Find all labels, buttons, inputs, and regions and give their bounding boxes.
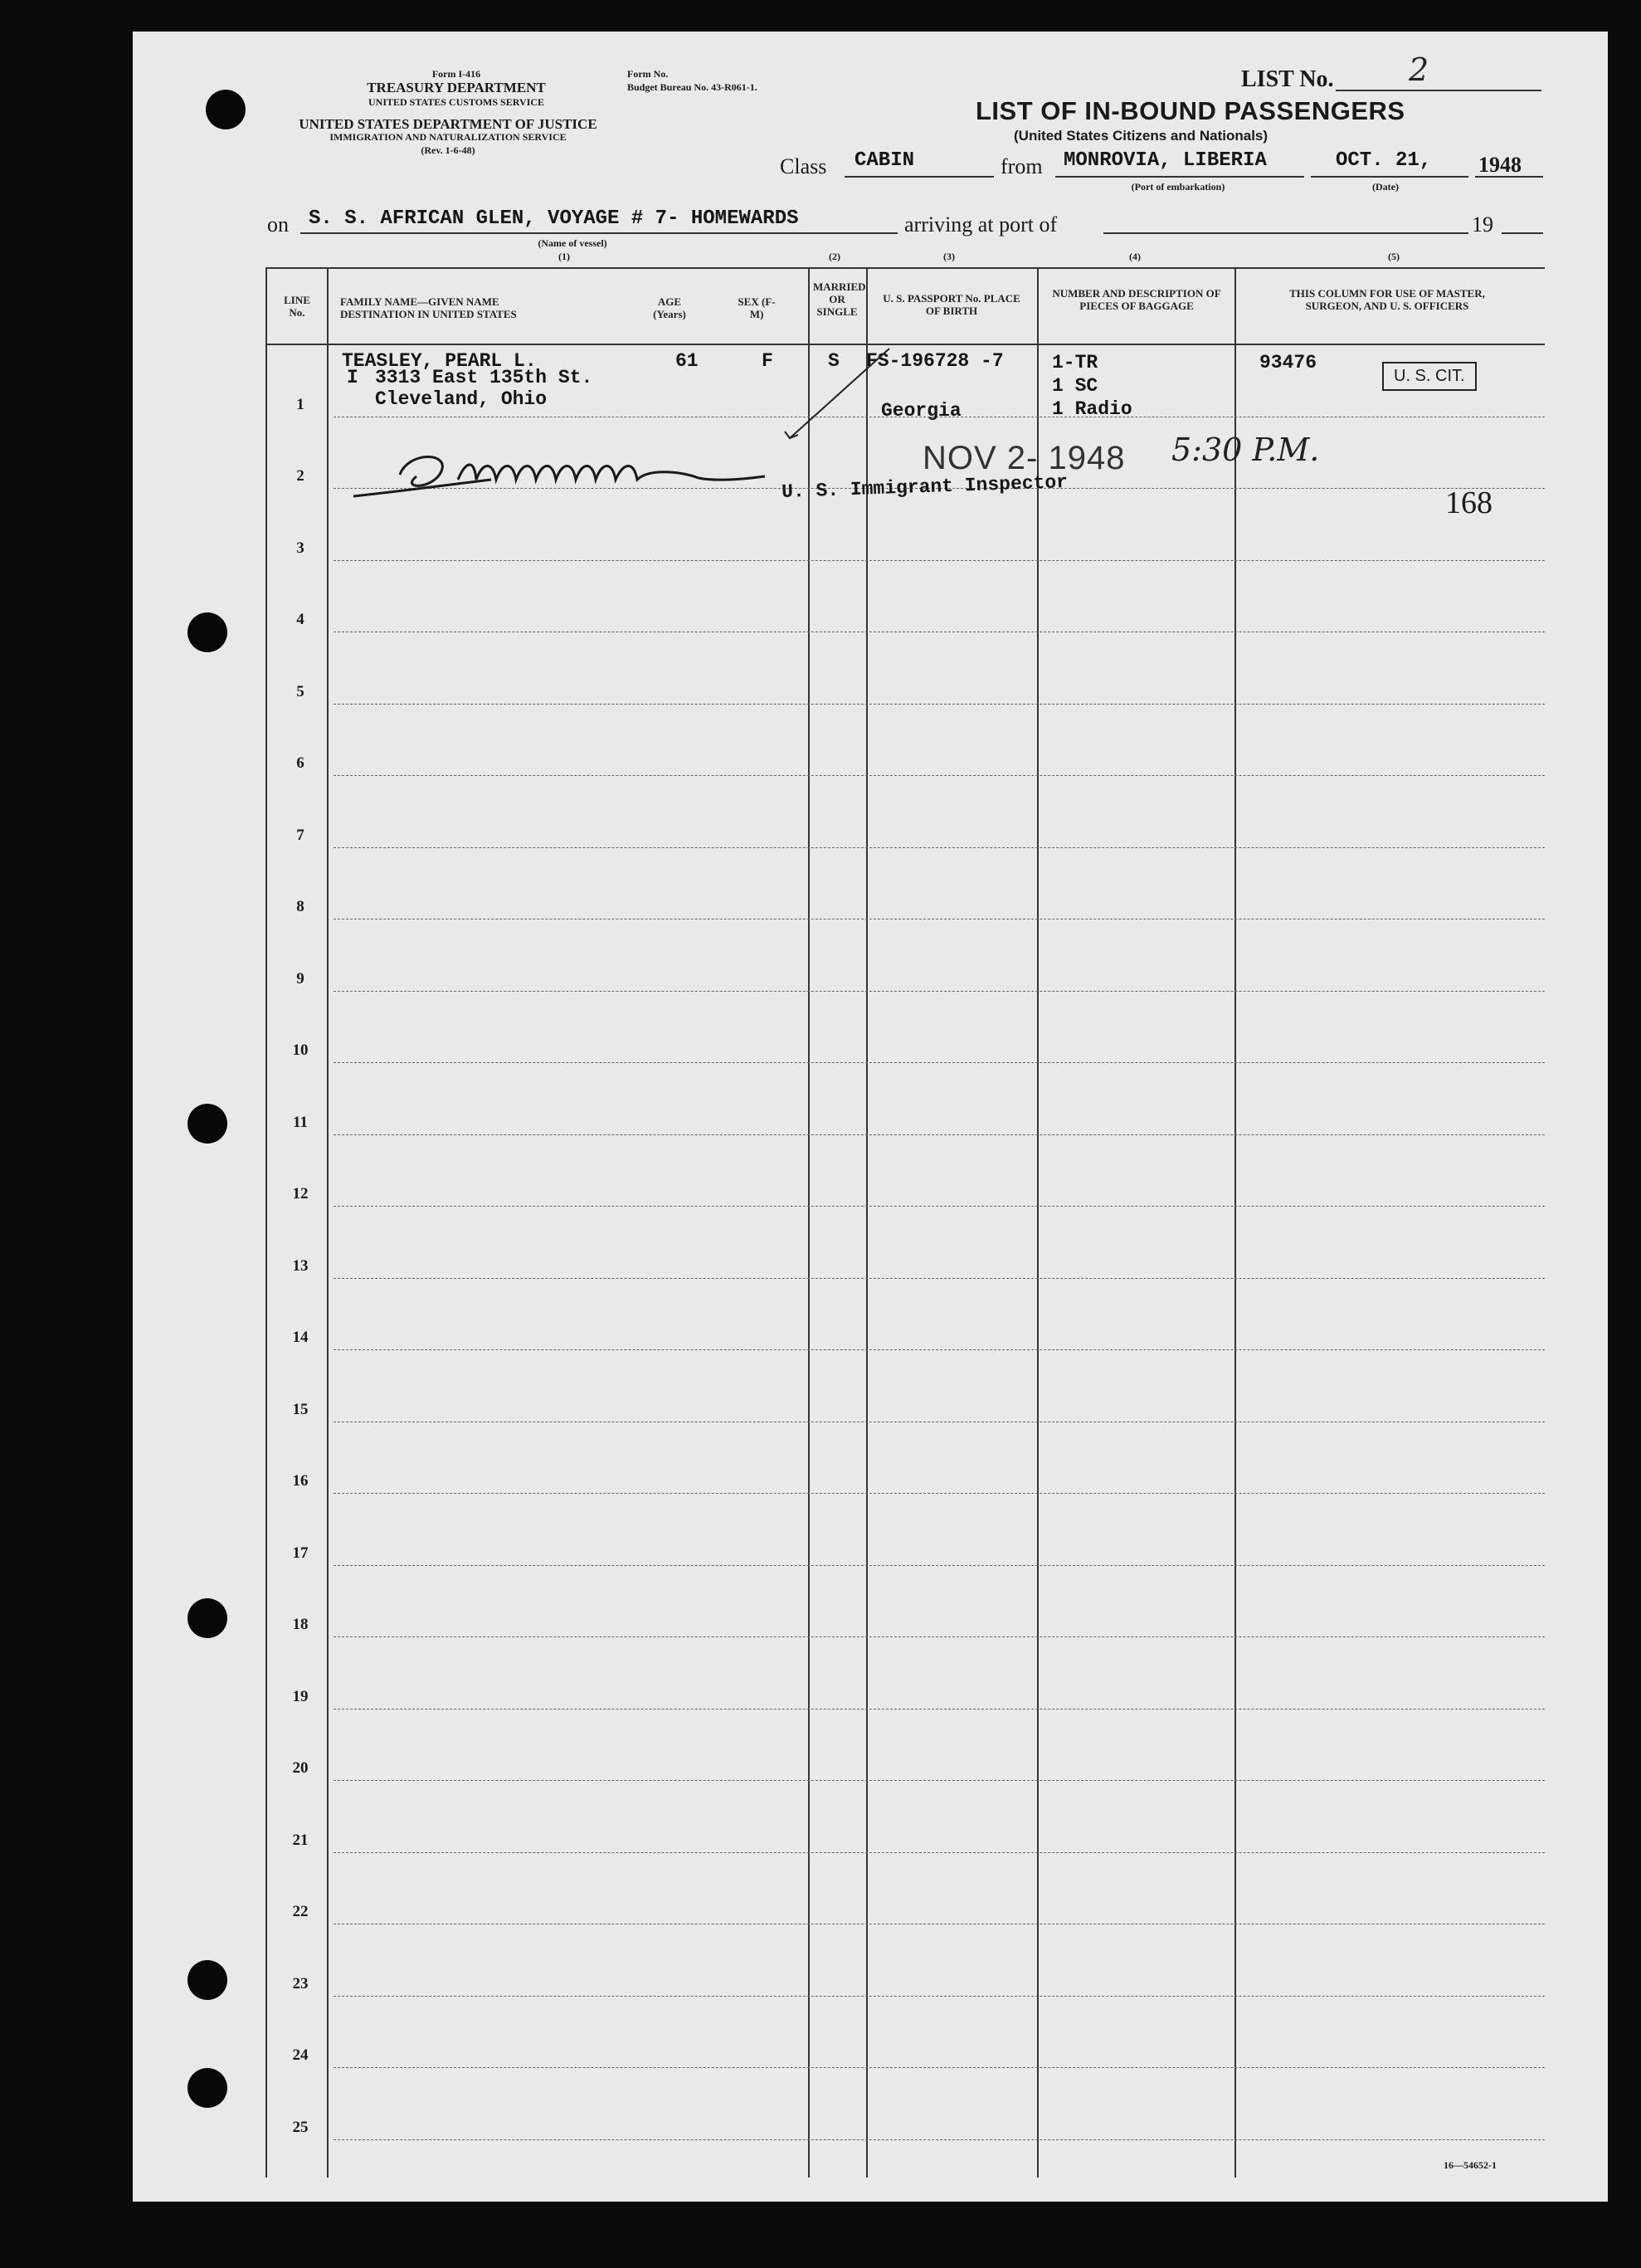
column-marker: (3) (943, 251, 955, 262)
row-rule (334, 1134, 1545, 1135)
header-line-no: LINE No. (284, 294, 310, 319)
year-value: 1948 (1478, 153, 1522, 177)
column-marker: (5) (1388, 251, 1400, 262)
vessel-value: S. S. AFRICAN GLEN, VOYAGE # 7- HOMEWARDS (309, 207, 799, 230)
header-married: MARRIED OR SINGLE (813, 280, 866, 318)
service-name: UNITED STATES CUSTOMS SERVICE (368, 96, 544, 108)
row-rule (334, 1349, 1545, 1350)
department-name: TREASURY DEPARTMENT (367, 80, 546, 95)
line-number: 21 (292, 1831, 309, 1849)
passenger-age: 61 (675, 350, 699, 372)
row-rule (334, 1062, 1545, 1063)
officer-number: 93476 (1259, 352, 1317, 373)
passenger-table (265, 267, 1545, 2178)
port-caption: (Port of embarkation) (1131, 181, 1225, 193)
revision: (Rev. 1-6-48) (421, 144, 475, 156)
line-number: 14 (292, 1329, 309, 1346)
passenger-address-2: Cleveland, Ohio (375, 388, 548, 410)
inspector-title: U. S. Immigrant Inspector (781, 471, 1069, 504)
row-rule (334, 1709, 1545, 1710)
row-rule (334, 775, 1545, 776)
header-baggage: NUMBER AND DESCRIPTION OF PIECES OF BAGGAGE (1052, 287, 1221, 312)
passenger-address-1: 3313 East 135th St. (375, 367, 593, 388)
passenger-name: TEASLEY, PEARL L. (342, 350, 537, 372)
column-marker: (2) (829, 251, 840, 262)
ins-name: IMMIGRATION AND NATURALIZATION SERVICE (329, 131, 567, 143)
vessel-caption: (Name of vessel) (538, 237, 607, 249)
line-number: 13 (292, 1256, 309, 1275)
line-number: 23 (292, 1974, 309, 1992)
date-value: OCT. 21, (1336, 149, 1432, 172)
passenger-count: 168 (1445, 485, 1492, 520)
punch-hole (187, 612, 227, 652)
class-underline (845, 176, 994, 178)
line-number: 20 (292, 1759, 309, 1777)
row-rule (334, 1206, 1545, 1207)
row-rule (334, 1493, 1545, 1494)
column-marker: (4) (1129, 251, 1141, 262)
punch-hole (187, 1104, 227, 1144)
row-rule (334, 1996, 1545, 1997)
header-sex: SEX (F-M) (738, 295, 776, 320)
row-rule (334, 1565, 1545, 1566)
line-number: 8 (296, 898, 304, 915)
line-number: 7 (296, 826, 304, 844)
passenger-marker: I (347, 367, 358, 388)
inspector-signature (350, 443, 782, 510)
port-value: MONROVIA, LIBERIA (1064, 149, 1267, 172)
form-number: Form I-416 (431, 68, 481, 80)
date-caption: (Date) (1372, 181, 1399, 193)
row-rule (334, 560, 1545, 561)
column-divider (327, 269, 329, 2178)
arriving-label: arriving at port of (904, 212, 1058, 237)
line-number: 4 (296, 611, 304, 628)
baggage-item: 1 Radio (1052, 398, 1132, 420)
punch-hole (187, 2068, 227, 2108)
line-number: 9 (296, 969, 304, 988)
print-code: 16—54652-1 (1444, 2159, 1497, 2171)
line-number: 25 (292, 2118, 309, 2136)
row-rule (334, 1852, 1545, 1853)
row-rule (334, 847, 1545, 848)
check-mark-icon (782, 345, 898, 445)
header-passport: U. S. PASSPORT No. PLACE OF BIRTH (883, 292, 1020, 317)
header-age: AGE (Years) (653, 295, 686, 320)
row-rule (334, 991, 1545, 992)
list-number-value: 2 (1409, 51, 1429, 88)
row-rule (334, 2139, 1545, 2140)
list-number-label: LIST No. (1241, 66, 1334, 92)
class-label: Class (780, 154, 827, 178)
passenger-birthplace: Georgia (881, 400, 962, 422)
passenger-passport: FS-196728 -7 (866, 350, 1004, 372)
line-number: 17 (292, 1544, 309, 1562)
punch-hole (206, 90, 246, 129)
line-number: 11 (293, 1113, 308, 1131)
line-number: 15 (292, 1400, 309, 1418)
line-number: 3 (296, 539, 304, 557)
port-underline (1055, 176, 1304, 178)
column-divider (866, 269, 868, 2178)
line-number: 19 (292, 1687, 309, 1705)
page-subtitle: (United States Citizens and Nationals) (1014, 128, 1268, 144)
citizenship-stamp: U. S. CIT. (1382, 362, 1477, 391)
column-divider (1037, 269, 1039, 2178)
row-rule (334, 704, 1545, 705)
line-number: 10 (292, 1041, 309, 1059)
row-rule (334, 1780, 1545, 1781)
line-number: 2 (296, 467, 304, 485)
passenger-married: S (828, 350, 840, 372)
line-number: 24 (292, 2046, 309, 2064)
date-underline (1311, 176, 1468, 178)
baggage-item: 1 SC (1052, 375, 1098, 397)
line-number: 18 (292, 1616, 309, 1633)
arriving-underline (1103, 232, 1468, 234)
page-title: LIST OF IN-BOUND PASSENGERS (976, 96, 1405, 125)
column-divider (808, 269, 810, 2178)
year-blank-underline (1502, 232, 1543, 234)
form-no-2: Form No. (627, 68, 669, 80)
header-divider (267, 344, 1545, 345)
header-officers: THIS COLUMN FOR USE OF MASTER, SURGEON, AND U. S. OFFICERS (1289, 287, 1485, 312)
row-rule (334, 1278, 1545, 1279)
row-rule (334, 2067, 1545, 2068)
passenger-sex: F (762, 350, 773, 372)
punch-hole (187, 1960, 227, 2000)
year-blank: 19 (1472, 212, 1493, 237)
list-number-underline (1336, 90, 1541, 91)
line-number: 12 (292, 1185, 309, 1202)
doj-name: UNITED STATES DEPARTMENT OF JUSTICE (299, 116, 597, 132)
punch-hole (187, 1598, 227, 1638)
line-number: 1 (296, 395, 304, 413)
on-label: on (267, 212, 289, 237)
budget-bureau: Budget Bureau No. 43-R061-1. (627, 81, 757, 93)
column-divider (1234, 269, 1236, 2178)
inspection-time: 5:30 P.M. (1171, 432, 1320, 468)
line-number: 5 (296, 682, 304, 700)
header-name: FAMILY NAME—GIVEN NAME DESTINATION IN UNITED STATES (340, 295, 517, 320)
from-label: from (1001, 154, 1043, 178)
line-number: 16 (292, 1472, 309, 1490)
line-number: 22 (292, 1903, 309, 1920)
inspection-date-stamp: NOV 2- 1948 (923, 440, 1126, 476)
column-marker: (1) (558, 251, 570, 262)
vessel-underline (300, 232, 898, 234)
row-rule (334, 1636, 1545, 1637)
line-number: 6 (296, 754, 304, 772)
baggage-item: 1-TR (1052, 352, 1098, 373)
class-value: CABIN (855, 149, 915, 172)
